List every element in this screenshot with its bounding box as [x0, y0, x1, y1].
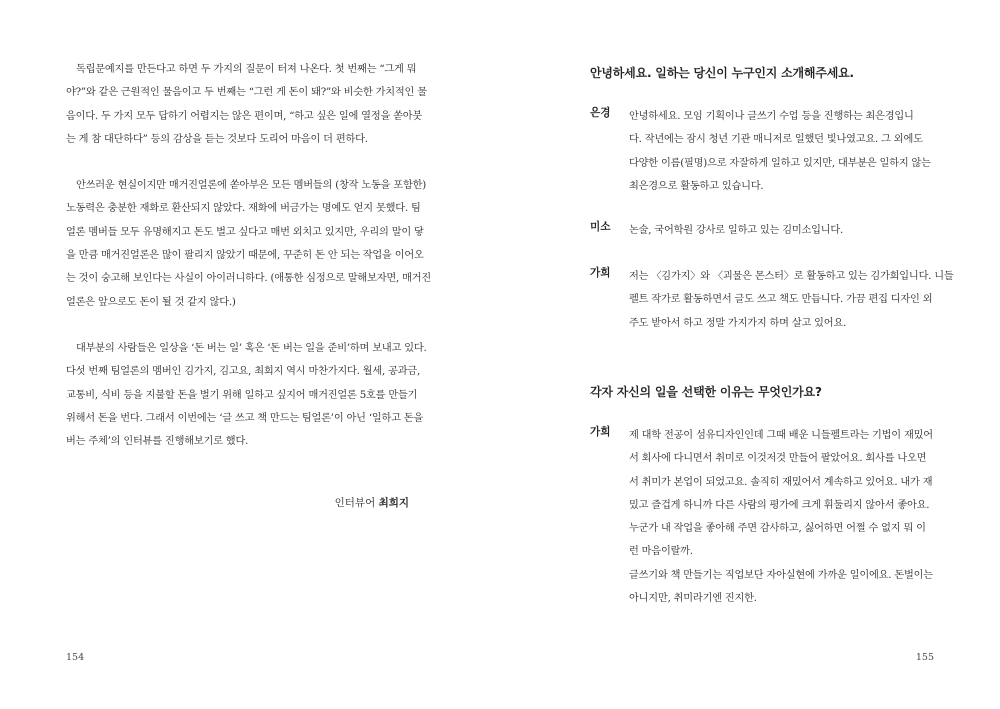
answer-text — [629, 265, 954, 335]
text-line: 서 회사에 다니면서 취미로 이것저것 만들어 팔았어요. 회사를 나오면 — [629, 453, 927, 465]
essay-paragraph-1 — [66, 58, 427, 151]
answer-block-eunkyung — [590, 105, 935, 198]
right-page — [500, 0, 1000, 709]
interviewer-credit — [335, 495, 409, 510]
text-line: 교통비, 식비 등을 지불할 돈을 벌기 위해 일하고 싶지어 매거진얼론 5호를 만들기 — [66, 389, 418, 401]
page-number-left: 154 — [66, 652, 85, 663]
text-line: 최은경으로 활동하고 있습니다. — [629, 180, 764, 192]
text-line: 는 게 참 대단하다” 등의 감상을 듣는 것보다 도리어 마음이 더 편하다. — [66, 133, 368, 145]
text-line: 다양한 이름(필명)으로 자잘하게 일하고 있지만, 대부분은 일하지 않는 — [629, 157, 931, 169]
answer-text — [629, 424, 935, 610]
speaker-label: 가희 — [590, 267, 611, 279]
speaker-label: 가희 — [590, 426, 611, 438]
text-line: 밌고 즐겁게 하니까 다른 사람의 평가에 크게 휘둘리지 않아서 좋아요. — [629, 499, 930, 511]
text-line: 아니지만, 취미라기엔 진지한. — [629, 593, 757, 605]
text-line: 안쓰러운 현실이지만 매거진얼론에 쏟아부은 모든 멤버들의 (창작 노동을 포함한) — [76, 180, 427, 192]
text-line: 야?”와 같은 근원적인 물음이고 두 번째는 “그런 게 돈이 돼?”와 비슷한 가치적인 물 — [66, 87, 427, 99]
text-line: 논술, 국어학원 강사로 일하고 있는 김미소입니다. — [629, 225, 844, 236]
text-line: 독립문예지를 만든다고 하면 두 가지의 질문이 터져 나온다. 첫 번째는 “그게 뭐 — [76, 64, 417, 75]
text-line: 얼론 멤버들 모두 유명해지고 돈도 벌고 싶다고 매번 외치고 있지만, 우리의 말이 닿 — [66, 226, 424, 238]
text-line: 펠트 작가로 활동하면서 글도 쓰고 책도 만듭니다. 가끔 편집 디자인 외 — [629, 294, 933, 306]
text-line: 대부분의 사람들은 일상을 ‘돈 버는 일’ 혹은 ‘돈 버는 일을 준비’하며 보내고 있다. — [76, 342, 427, 354]
text-line: 노동력은 충분한 재화로 환산되지 않았다. 재화에 버금가는 명예도 얻지 못했다. 팀 — [66, 203, 421, 215]
text-line: 을 만큼 매거진얼론은 많이 팔리지 않았기 때문에, 꾸준히 돈 안 되는 작업을 이어오 — [66, 250, 424, 262]
essay-text — [66, 58, 431, 453]
text-line: 누군가 내 작업을 좋아해 주면 감사하고, 싫어하면 어쩔 수 없지 뭐 이 — [629, 523, 926, 535]
page-number-right: 155 — [915, 652, 934, 663]
text-line: 버는 주체’의 인터뷰를 진행해보기로 했다. — [66, 436, 249, 448]
essay-paragraph-2 — [66, 174, 431, 314]
text-line: 는 것이 숭고해 보인다는 사실이 아이러니하다. (애통한 심정으로 말해보자면, 매거진 — [66, 273, 431, 285]
speaker-label: 은경 — [590, 107, 611, 119]
text-line: 저는 〈김가지〉와 〈괴물은 몬스터〉로 활동하고 있는 김가희입니다. 니들 — [629, 271, 954, 282]
text-line: 위해서 돈을 번다. 그래서 이번에는 ‘글 쓰고 책 만드는 팀얼론’이 아닌 ‘일하고 돈을 — [66, 412, 424, 424]
text-line: 음이다. 두 가지 모두 답하기 어렵지는 않은 편이며, “하고 싶은 일에 열정을 쏟아붓 — [66, 110, 423, 122]
answer-block-miso — [590, 219, 935, 242]
answer-block-gahee — [590, 265, 954, 335]
interviewer-name: 최희지 — [378, 497, 409, 509]
text-line: 제 대학 전공이 섬유디자인인데 그때 배운 니들펠트라는 기법이 재밌어 — [629, 430, 933, 441]
text-line: 런 마음이랄까. — [629, 546, 693, 558]
text-line: 얼론은 앞으로도 돈이 될 것 같지 않다.) — [66, 296, 236, 308]
text-line: 다. 작년에는 잠시 청년 기관 매니저로 일했던 빛나였고요. 그 외에도 — [629, 134, 923, 146]
interview-question-1: 안녕하세요. 일하는 당신이 누구인지 소개해주세요. — [590, 66, 854, 80]
interview-question-2: 각자 자신의 일을 선택한 이유는 무엇인가요? — [590, 385, 822, 399]
text-line: 주도 받아서 하고 정말 가지가지 하며 살고 있어요. — [629, 317, 847, 329]
text-line: 안녕하세요. 모임 기획이나 글쓰기 수업 등을 진행하는 최은경입니 — [629, 111, 914, 122]
interviewer-label: 인터뷰어 — [334, 497, 376, 509]
answer-text — [629, 105, 935, 198]
answer-text — [629, 219, 935, 242]
essay-paragraph-3 — [66, 337, 427, 453]
text-line: 다섯 번째 팀얼론의 멤버인 김가지, 김고요, 최희지 역시 마찬가지다. 월세, 공과금, — [66, 366, 421, 378]
speaker-label: 미소 — [590, 221, 611, 233]
text-line: 글쓰기와 책 만들기는 직업보단 자아실현에 가까운 일이에요. 돈벌이는 — [629, 569, 933, 581]
answer-block-gahee-2 — [590, 424, 935, 610]
text-line: 서 취미가 본업이 되었고요. 솔직히 재밌어서 계속하고 있어요. 내가 재 — [629, 476, 933, 488]
